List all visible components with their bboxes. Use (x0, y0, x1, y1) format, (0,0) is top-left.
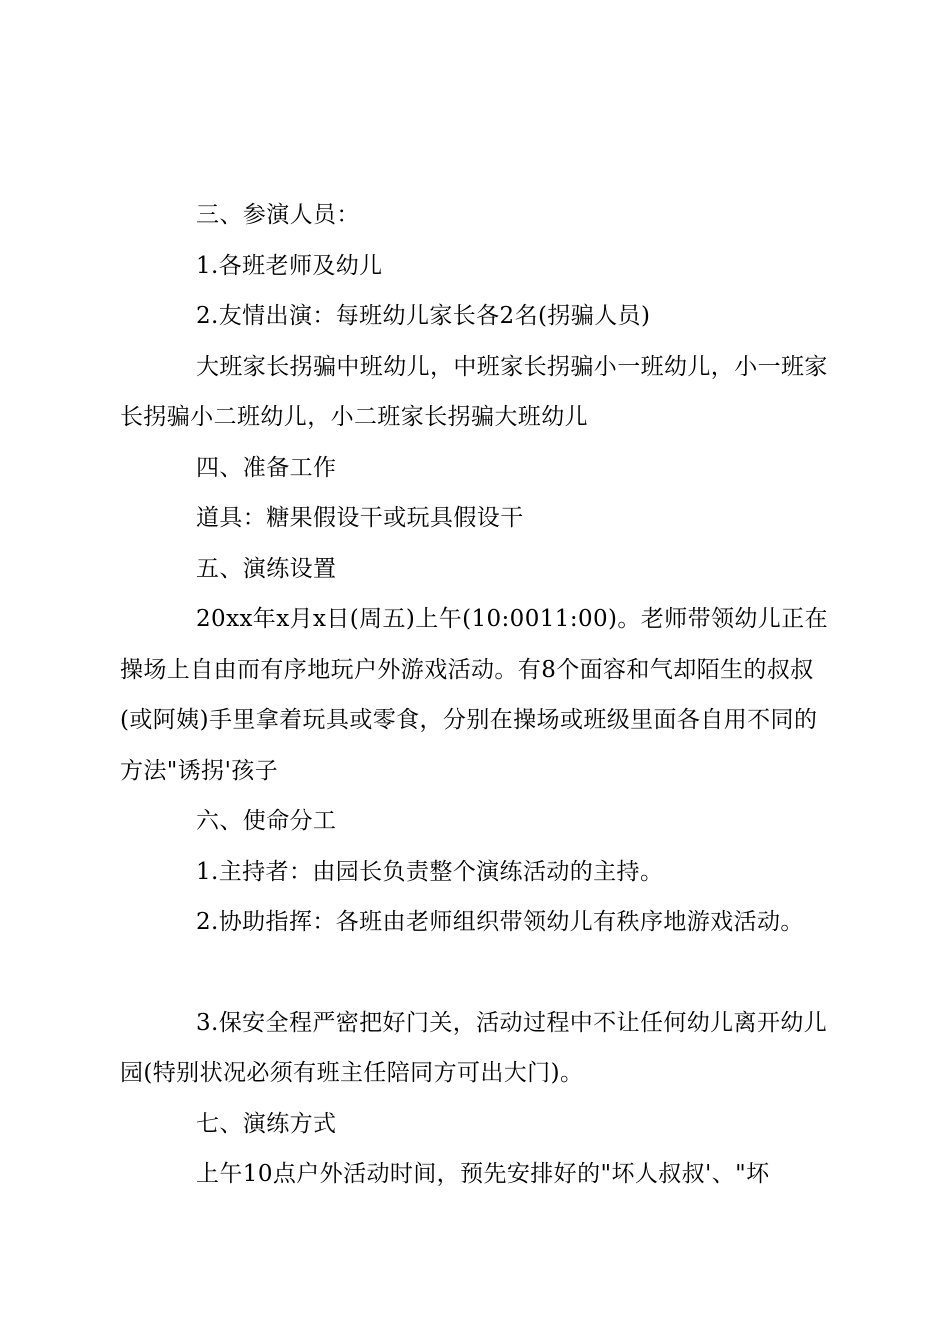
document-body (120, 190, 840, 1200)
body-paragraph: 20xx年x月x日(周五)上午(10:0011:00)。老师带领幼儿正在操场上自由而有序地玩户外游戏活动。有8个面容和气却陌生的叔叔(或阿姨)手里拿着玩具或零食，分别在操场或班级里面各自用不同的方法"诱拐'孩子 (120, 606, 829, 784)
section-heading-drill-setup: 五、演练设置 (196, 555, 337, 582)
body-paragraph: 大班家长拐骗中班幼儿，中班家长拐骗小一班幼儿，小一班家长拐骗小二班幼儿，小二班家长拐骗大班幼儿 (120, 353, 828, 430)
body-paragraph: 道具：糖果假设干或玩具假设干 (196, 505, 524, 531)
section-heading-preparation: 四、准备工作 (196, 454, 337, 481)
section-heading-task-division: 六、使命分工 (196, 808, 337, 834)
list-item: 2.协助指挥：各班由老师组织带领幼儿有秩序地游戏活动。 (196, 909, 804, 935)
paragraph-gap (120, 948, 840, 998)
body-paragraph: 上午10点户外活动时间，预先安排好的"坏人叔叔'、"坏 (196, 1161, 770, 1187)
section-heading-participants: 三、参演人员： (196, 202, 360, 228)
list-item: 2.友情出演：每班幼儿家长各2名(拐骗人员) (196, 303, 651, 329)
list-item: 3.保安全程严密把好门关，活动过程中不让任何幼儿离开幼儿园(特别状况必须有班主任陪同方可出大门)。 (120, 1009, 828, 1086)
list-item: 1.各班老师及幼儿 (196, 252, 383, 279)
section-heading-drill-method: 七、演练方式 (196, 1110, 337, 1137)
list-item: 1.主持者：由园长负责整个演练活动的主持。 (196, 858, 664, 885)
